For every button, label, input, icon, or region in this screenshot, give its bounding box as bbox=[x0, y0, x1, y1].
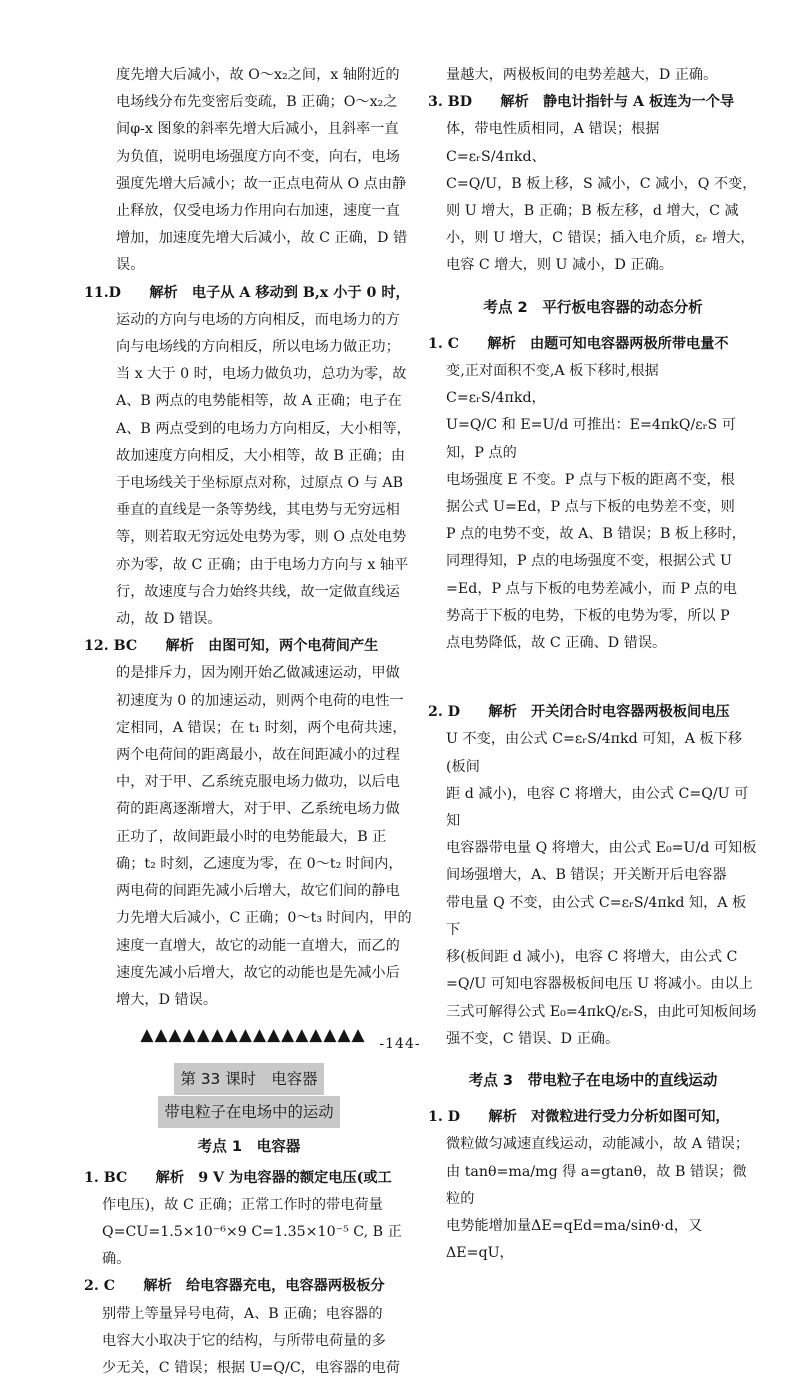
answer-12-head: 12. BC 解析 由图可知，两个电荷间产生 bbox=[84, 638, 379, 655]
text-line: 则 U 增大，B 正确；B 板左移，d 增大，C 减 bbox=[446, 203, 739, 220]
text-line: 间场强增大，A、B 错误；开关断开后电容器 bbox=[446, 867, 727, 884]
lesson-title-line-1: 第 33 课时 电容器 bbox=[174, 1063, 323, 1095]
text-line: 正功了，故间距最小时的电势能最大，B 正 bbox=[116, 828, 387, 845]
text-line: 间φ-x 图象的斜率先增大后减小，且斜率一直 bbox=[116, 121, 399, 138]
text-line: 等，则若取无穷远处电势为零，则 O 点处电势 bbox=[116, 529, 407, 546]
text-line: 为负值，说明电场强度方向不变，向右，电场 bbox=[116, 148, 400, 165]
text-line: 作电压)，故 C 正确；正常工作时的带电荷量 bbox=[102, 1196, 383, 1213]
text-line: 少无关，C 错误；根据 U=Q/C，电容器的电荷 bbox=[102, 1359, 400, 1376]
lesson-title bbox=[84, 1063, 414, 1129]
point1-answer-3 bbox=[428, 89, 758, 279]
answer-11 bbox=[84, 280, 414, 634]
section-heading-point-3: 考点 3 带电粒子在电场中的直线运动 bbox=[468, 1071, 718, 1089]
text-line: 亦为零，故 C 正确；由于电场力方向与 x 轴平 bbox=[116, 556, 409, 573]
text-line: 度先增大后减小，故 O～x₂之间，x 轴附近的 bbox=[116, 67, 400, 83]
text-line: 点电势降低，故 C 正确、D 错误。 bbox=[446, 635, 667, 652]
point1-answer-1-head: 1. BC 解析 9 V 为电容器的额定电压(或工 bbox=[84, 1169, 392, 1186]
text-line: 移(板间距 d 减小)，电容 C 将增大，由公式 C bbox=[446, 949, 738, 966]
text-line: 确；t₂ 时刻，乙速度为零，在 0～t₂ 时间内， bbox=[116, 855, 403, 872]
text-line: 力先增大后减小，C 正确；0～t₃ 时间内，甲的 bbox=[116, 910, 412, 927]
point1-answer-2 bbox=[84, 1273, 414, 1382]
text-line: 电容 C 增大，则 U 减小，D 正确。 bbox=[446, 257, 673, 274]
point1-answer-3-head: 3. BD 解析 静电计指针与 A 板连为一个导 bbox=[428, 94, 735, 111]
left-column bbox=[84, 62, 414, 1382]
text-line: 势高于下板的电势，下板的电势为零，所以 P bbox=[446, 607, 730, 624]
text-line: 小，则 U 增大，C 错误；插入电介质，εᵣ 增大， bbox=[446, 230, 755, 247]
text-line: 距 d 减小)，电容 C 将增大，由公式 C=Q/U 可知 bbox=[446, 785, 749, 830]
point1-answer-2-head: 2. C 解析 给电容器充电，电容器两极板分 bbox=[84, 1278, 385, 1295]
text-line: A、B 两点的电势能相等，故 A 正确；电子在 bbox=[116, 393, 402, 410]
text-line: 向与电场线的方向相反，所以电场力做正功； bbox=[116, 339, 400, 356]
text-line: Q=CU=1.5×10⁻⁶×9 C=1.35×10⁻⁵ C, B 正 bbox=[102, 1223, 402, 1240]
text-line: 强度先增大后减小；故一正点电荷从 O 点由静 bbox=[116, 175, 407, 192]
text-line: 两电荷的间距先减小后增大，故它们间的静电 bbox=[116, 883, 400, 900]
text-line: 变,正对面积不变,A 板下移时,根据 C=εᵣS/4πkd， bbox=[446, 363, 664, 407]
point2-answer-2 bbox=[428, 699, 758, 1053]
text-line: U=Q/C 和 E=U/d 可推出：E=4πkQ/εᵣS 可知，P 点的 bbox=[446, 417, 736, 461]
text-line: 微粒做匀减速直线运动，动能减小，故 A 错误； bbox=[446, 1136, 750, 1153]
answer-10-continued bbox=[84, 62, 414, 280]
text-line: 止释放，仅受电场力作用向右加速，速度一直 bbox=[116, 203, 400, 220]
answer-12 bbox=[84, 633, 414, 1014]
text-line: P 点的电势不变，故 A、B 错误；B 板上移时， bbox=[446, 526, 746, 543]
point3-answer-1 bbox=[428, 1104, 758, 1267]
section-heading-point-1: 考点 1 电容器 bbox=[197, 1138, 301, 1156]
text-line: 误。 bbox=[116, 257, 145, 274]
text-line: 荷的距离逐渐增大，对于甲、乙系统电场力做 bbox=[116, 801, 400, 818]
text-line: 量越大，两极板间的电势差越大，D 正确。 bbox=[446, 67, 718, 83]
text-line: A、B 两点受到的电场力方向相反，大小相等， bbox=[116, 420, 411, 437]
lesson-title-line-2: 带电粒子在电场中的运动 bbox=[158, 1096, 339, 1128]
text-line: 速度先减小后增大，故它的动能也是先减小后 bbox=[116, 964, 400, 981]
page-number: -144- bbox=[379, 1036, 421, 1052]
text-line: 电容大小取决于它的结构，与所带电荷量的多 bbox=[102, 1332, 386, 1349]
point2-answer-1-head: 1. C 解析 由题可知电容器两极所带电量不 bbox=[428, 335, 729, 352]
text-line: 据公式 U=Ed，P 点与下板的电势差不变，则 bbox=[446, 499, 735, 516]
text-line: 电场强度 E 不变。P 点与下板的距离不变，根 bbox=[446, 471, 735, 488]
text-line: 初速度为 0 的加速运动，则两个电荷的电性一 bbox=[116, 692, 404, 709]
text-line: 运动的方向与电场的方向相反，而电场力的方 bbox=[116, 311, 400, 328]
text-line: 速度一直增大，故它的动能一直增大，而乙的 bbox=[116, 937, 400, 954]
point1-answer-1 bbox=[84, 1165, 414, 1274]
text-line: 故加速度方向相反，大小相等，故 B 正确；由 bbox=[116, 447, 406, 464]
right-column bbox=[428, 62, 758, 1267]
text-line: 中，对于甲、乙系统克服电场力做功，以后电 bbox=[116, 774, 400, 791]
text-line: 由 tanθ=ma/mg 得 a=gtanθ，故 B 错误；微粒的 bbox=[446, 1163, 747, 1207]
text-line: C=Q/U，B 板上移，S 减小，C 减小，Q 不变， bbox=[446, 175, 757, 192]
text-line: 电势能增加量ΔE=qEd=ma/sinθ·d，又ΔE=qU， bbox=[446, 1217, 703, 1262]
text-line: 增加，加速度先增大后减小，故 C 正确，D 错 bbox=[116, 230, 408, 247]
text-line: 带电量 Q 不变，由公式 C=εᵣS/4πkd 知，A 板下 bbox=[446, 894, 747, 938]
text-line: 动，故 D 错误。 bbox=[116, 611, 222, 628]
text-line: 别带上等量异号电荷，A、B 正确；电容器的 bbox=[102, 1305, 383, 1322]
text-line: 强不变，C 错误、D 正确。 bbox=[446, 1030, 620, 1047]
text-line: =Q/U 可知电容器极板间电压 U 将减小。由以上 bbox=[446, 976, 753, 993]
text-line: U 不变，由公式 C=εᵣS/4πkd 可知，A 板下移(板间 bbox=[446, 731, 743, 775]
text-line: 行，故速度与合力始终共线，故一定做直线运 bbox=[116, 583, 400, 600]
text-line: 同理得知，P 点的电场强度不变，根据公式 U bbox=[446, 553, 732, 570]
section-heading-point-2: 考点 2 平行板电容器的动态分析 bbox=[483, 298, 703, 316]
text-line: 体，带电性质相同，A 错误；根据 C=εᵣS/4πkd、 bbox=[446, 121, 664, 165]
text-line: 定相同，A 错误；在 t₁ 时刻，两个电荷共速， bbox=[116, 719, 407, 736]
text-line: 确。 bbox=[102, 1251, 131, 1268]
text-line: 的是排斥力，因为刚开始乙做减速运动，甲做 bbox=[116, 665, 400, 682]
text-line: 电容器带电量 Q 将增大，由公式 E₀=U/d 可知板 bbox=[446, 840, 757, 857]
text-line: 于电场线关于坐标原点对称，过原点 O 与 AB bbox=[116, 475, 404, 492]
text-line: 垂直的直线是一条等势线，其电势与无穷远相 bbox=[116, 502, 400, 519]
text-line: 电场线分布先变密后变疏，B 正确；O～x₂之 bbox=[116, 94, 398, 111]
text-line: =Ed，P 点与下板的电势差减小，而 P 点的电 bbox=[446, 580, 737, 597]
point2-answer-2-head: 2. D 解析 开关闭合时电容器两极板间电压 bbox=[428, 704, 730, 721]
answer-11-head: 11.D 解析 电子从 A 移动到 B,x 小于 0 时， bbox=[84, 284, 410, 301]
text-line: 当 x 大于 0 时，电场力做负功，总功为零，故 bbox=[116, 366, 407, 383]
text-line: 三式可解得公式 E₀=4πkQ/εᵣS，由此可知板间场 bbox=[446, 1003, 757, 1020]
text-line: 两个电荷间的距离最小，故在间距减小的过程 bbox=[116, 747, 400, 764]
point3-answer-1-head: 1. D 解析 对微粒进行受力分析如图可知， bbox=[428, 1109, 730, 1126]
triangle-divider: ▲▲▲▲▲▲▲▲▲▲▲▲▲▲▲▲ bbox=[140, 1025, 366, 1046]
point1-answer-2-continued bbox=[428, 62, 758, 89]
text-line: 增大，D 错误。 bbox=[116, 991, 218, 1008]
point2-answer-1 bbox=[428, 331, 758, 657]
